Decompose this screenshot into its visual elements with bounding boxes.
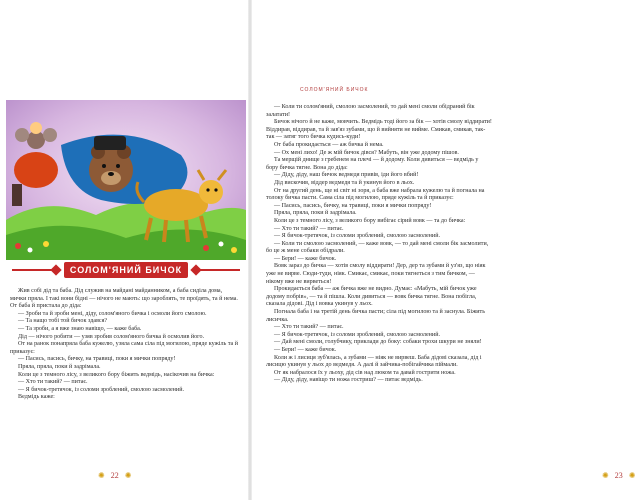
right-page [250, 0, 635, 500]
page-number-right [602, 471, 635, 480]
paragraph: — Хто ти такий? — питає. [274, 324, 344, 331]
paragraph: От як набралося їх у льоху, дід сів над люком та давай гострити ножа. [274, 369, 456, 376]
paragraph: Коли ж і лисиця зуб'ялась, а зубами — ніяк не вирвеш. Баба дідові сказала, дід і лисицю укинув у льох до ведмедя. А далі й зайчика-побігайчика піймали. [266, 354, 482, 369]
paragraph: — Коли ти смолою засмолений, — каже вовк, — то дай мені смоли бік засмолити, бо це ж мене собаки обідрали. [266, 240, 489, 255]
paragraph: От баба прокидається — аж бичка й нема. [274, 141, 384, 148]
paragraph: От на ранок понапряла баба кужелю, узяла сама сіла під могилою, пряде кужіль та й приказує: [10, 341, 239, 355]
star-ornament-icon: ✺ [98, 471, 105, 480]
paragraph: — Я бичок-третячок, із соломи зроблений, смолою засмолений. [274, 331, 440, 338]
story-illustration [6, 100, 246, 260]
paragraph: — Я бичок-третячок, із соломи зроблений, смолою засмолений. [18, 386, 184, 393]
paragraph: Вовк зараз до бичка — хотів смолу віддирати! Дер, дер та зубами й уз'яз, що ніяк уже не вирве. Сюди-туди, ніяк. Смикає, смикає, поки тягнеться з тим бичком, — нікому вже не вирветься! [266, 263, 486, 285]
paragraph: — Діду, діду, навіщо ти ножа гостриш? — питає ведмідь. [274, 377, 423, 384]
paragraph: Дід — нічого робити — узяв зробив солом'яного бичка й осмолив його. [18, 333, 205, 340]
paragraph: Пряла, пряла, поки й задрімала. [18, 363, 101, 370]
paragraph: — Хто ти такий? — питає. [274, 225, 344, 232]
page-number-left [98, 471, 131, 480]
paragraph: — Бери! — каже бичок. [274, 255, 337, 262]
paragraph: — Зроби та й зроби мені, діду, солом'яного бичка і осмоли його смолою. [18, 310, 207, 317]
left-page [0, 0, 250, 500]
paragraph: Пряла, пряла, поки й задрімала. [274, 210, 357, 217]
paragraph: — Хто ти такий? — питає. [18, 379, 88, 386]
page-number: 22 [110, 471, 119, 480]
right-page-text [266, 104, 492, 385]
paragraph: Бичок нічого й не каже, мовчить. Ведмідь тоді його за бік — хотів смолу віддирати! Віддирав, віддирав, та й зав'яз зубами, що й вийняти не вийме. Смикав, смикав, так-так — затяг того бичка кудись-куди! [266, 119, 492, 141]
paragraph: Прокидається баба — аж бичка вже не видно. Думає: «Мабуть, мій бичок уже додому побрів», — та й пішла. Коли дивиться — вовк бичка тягне. Вона побігла, сказала дідові. Дід і вовка укинув у льох. [266, 286, 477, 308]
star-ornament-icon: ✺ [628, 471, 635, 480]
paragraph: — Дай мені смоли, голубчику, приклади до боку: собаки трохи шкури не зняли! [274, 339, 482, 346]
paragraph: Коли це з темного лісу, з великого бору вибігає сірий вовк — та до бичка: [274, 217, 466, 224]
star-ornament-icon: ✺ [602, 471, 609, 480]
story-title: СОЛОМ'ЯНИЙ БИЧОК [64, 262, 188, 278]
title-rule-left [12, 269, 58, 271]
paragraph: — Пасись, пасись, бичку, на травиці, поки я мички попряду! [274, 202, 432, 209]
paragraph: Коли це з темного лісу, з великого бору біжить ведмідь, насікочив на бичка: [18, 371, 215, 378]
page-number: 23 [614, 471, 623, 480]
paragraph: Жив собі дід та баба. Дід служив на майдані майданником, а баба сиділа дома, мички пряла. І такі вони бідні — нічого не мають: що зароблять, те проїдять, та й нема. От баба й пристала до діда: [10, 288, 238, 310]
paragraph: Та мерщій днище з гребенем на плечі — й додому. Коли дивиться — ведмідь у бору бичка тягне. Вона до діда: [266, 157, 479, 171]
running-head: СОЛОМ'ЯНИЙ БИЧОК [300, 87, 369, 93]
paragraph: — Та нащо тобі той бичок здався? [18, 318, 108, 325]
paragraph: Ведмідь каже: [18, 394, 55, 401]
paragraph: — Бери! — каже бичок. [274, 347, 337, 353]
left-page-text [10, 288, 240, 402]
paragraph: Погнала баба і на третій день бичка пасти; сіла під могилою та й заснула. Біжить лисичка. [266, 309, 485, 323]
paragraph: — Та зроби, а я вже знаю навіщо, — каже баба. [18, 325, 142, 332]
title-rule-right [194, 269, 240, 271]
paragraph: — Пасись, пасись, бичку, на травиці, поки я мички попряду! [18, 356, 176, 363]
paragraph: — Я бичок-третячок, із соломи зроблений, смолою засмолений. [274, 233, 440, 240]
story-title-band [6, 260, 246, 280]
paragraph: — Ох мені лихо! Де ж мій бичок дівся? Мабуть, він уже додому пішов. [274, 149, 459, 156]
star-ornament-icon: ✺ [124, 471, 132, 480]
paragraph: Дід вискочив, віддер ведмедя та й укинув його в льох. [274, 179, 415, 186]
paragraph: От на другий день, ще ні світ ні зоря, а баба вже набрала кужелю та й погнала на толоку бичка пасти. Сама сіла під могилою, пряде кужіль та й приказує: [266, 187, 485, 202]
bear-and-straw-bull-illustration [6, 100, 246, 260]
paragraph: — Діду, діду, наш бичок ведмедя привів, іди його вбий! [274, 172, 419, 179]
paragraph: — Коли ти солом'яний, смолою засмолений, то дай мені смоли обідраний бік залатати! [266, 104, 475, 118]
